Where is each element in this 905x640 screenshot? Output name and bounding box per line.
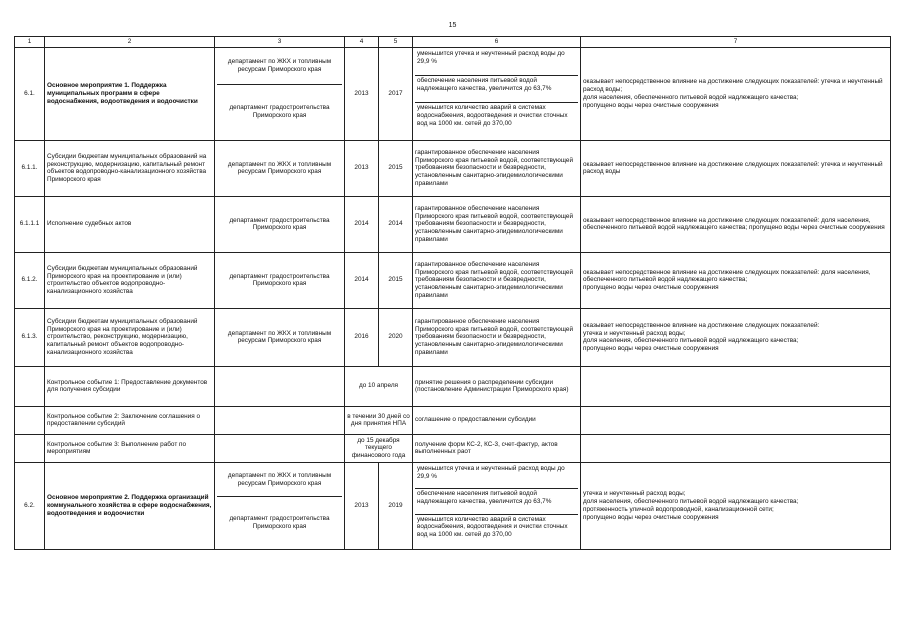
result-cell: [413, 47, 581, 140]
table-header-row: [15, 37, 891, 48]
expected-result: соглашение о предоставлении субсидии: [413, 406, 581, 434]
table-row: [15, 308, 891, 366]
column-header: 5: [379, 37, 413, 48]
end-year: 2017: [379, 47, 413, 140]
executor: департамент по ЖКХ и топливным ресурсам Приморского края: [215, 308, 345, 366]
end-year: 2014: [379, 196, 413, 252]
executor-cell: [215, 47, 345, 140]
table-row: [15, 140, 891, 196]
empty-cell: [215, 406, 345, 434]
row-number: 6.1.: [15, 47, 45, 140]
indicator-link: оказывает непосредственное влияние на достижение следующих показателей: доля населения, обеспеченного питьевой водой надлежащего качества; пропущено воды через очистные сооружения: [581, 252, 891, 308]
row-number: 6.1.2.: [15, 252, 45, 308]
table-row: [15, 252, 891, 308]
start-year: 2014: [345, 252, 379, 308]
column-header: 3: [215, 37, 345, 48]
expected-result: уменьшится количество аварий в системах водоснабжения, водоотведения и очистки сточных вод на 1000 км. сетей до 370,00: [415, 102, 578, 139]
empty-cell: [215, 366, 345, 406]
row-number: 6.2.: [15, 462, 45, 549]
expected-result: гарантированное обеспечение населения Приморского края питьевой водой, соответствующей требованиям безопасности и безвредности, установленным санитарно-эпидемиологическими правилами: [413, 140, 581, 196]
indicator-link: оказывает непосредственное влияние на достижение следующих показателей: утечка и неучтенный расход воды; доля населения, обеспеченного питьевой водой надлежащего качества; пропущено воды через очистные сооружения: [581, 47, 891, 140]
expected-result: уменьшится утечка и неучтенный расход воды до 29,9 %: [417, 464, 565, 480]
expected-result: получение форм КС-2, КС-3, счет-фактур, актов выполненных раот: [413, 434, 581, 462]
control-event: Контрольное событие 2: Заключение соглашения о предоставлении субсидий: [45, 406, 215, 434]
executor: департамент градостроительства Приморского края: [217, 496, 342, 548]
indicator-link: утечка и неучтенный расход воды; доля населения, обеспеченного питьевой водой надлежащего качества; протяженность уличной водопроводной, канализационной сети; пропущено воды через очистные сооружения: [581, 462, 891, 549]
deadline: до 10 апреля: [345, 366, 413, 406]
column-header: 4: [345, 37, 379, 48]
executor-cell: [215, 462, 345, 549]
table-row: [15, 366, 891, 406]
table-row: [15, 406, 891, 434]
start-year: 2013: [345, 462, 379, 549]
table-row: [15, 462, 891, 549]
row-number: 6.1.1.1: [15, 196, 45, 252]
end-year: 2020: [379, 308, 413, 366]
page-number: 15: [448, 22, 457, 29]
activity-name: Основное мероприятие 2. Поддержка организаций коммунального хозяйства в сфере водоснабжения, водоотведения и водоочистки: [45, 462, 215, 549]
executor: департамент градостроительства Приморского края: [217, 84, 342, 139]
deadline: в течении 30 дней со дня принятия НПА: [345, 406, 413, 434]
end-year: 2015: [379, 252, 413, 308]
table-row: [15, 434, 891, 462]
expected-result: уменьшится утечка и неучтенный расход воды до 29,9 %: [417, 49, 565, 65]
control-event: Контрольное событие 3: Выполнение работ по мероприятиям: [45, 434, 215, 462]
table-row: [15, 196, 891, 252]
executor: департамент градостроительства Приморского края: [215, 196, 345, 252]
end-year: 2019: [379, 462, 413, 549]
start-year: 2014: [345, 196, 379, 252]
control-event: Контрольное событие 1: Предоставление документов для получения субсидии: [45, 366, 215, 406]
result-cell: [413, 462, 581, 549]
expected-result: гарантированное обеспечение населения Приморского края питьевой водой, соответствующей требованиям безопасности и безвредности, установленным санитарно-эпидемиологическими правилами: [413, 308, 581, 366]
indicator-link: оказывает непосредственное влияние на достижение следующих показателей: утечка и неучтенный расход воды: [581, 140, 891, 196]
executor: департамент градостроительства Приморского края: [215, 252, 345, 308]
deadline: до 15 декабря текущего финансового года: [345, 434, 413, 462]
activity-name: Исполнение судебных актов: [45, 196, 215, 252]
column-header: 2: [45, 37, 215, 48]
indicator-link: оказывает непосредственное влияние на достижение следующих показателей: доля населения, обеспеченного питьевой водой надлежащего качества; пропущено воды через очистные сооружения: [581, 196, 891, 252]
column-header: 7: [581, 37, 891, 48]
activity-name: Субсидии бюджетам муниципальных образований Приморского края на проектирование и (или) строительство, реконструкцию, модернизацию, капитальный ремонт объектов водопроводно-канализационного хозяйства: [45, 308, 215, 366]
empty-cell: [215, 434, 345, 462]
column-header: 1: [15, 37, 45, 48]
column-header: 6: [413, 37, 581, 48]
empty-cell: [15, 366, 45, 406]
executor: департамент по ЖКХ и топливным ресурсам Приморского края: [215, 140, 345, 196]
table-row: [15, 47, 891, 140]
row-number: 6.1.1.: [15, 140, 45, 196]
expected-result: гарантированное обеспечение населения Приморского края питьевой водой, соответствующей требованиям безопасности и безвредности, установленным санитарно-эпидемиологическими правилами: [413, 196, 581, 252]
activity-name: Субсидии бюджетам муниципальных образований на реконструкцию, модернизацию, капитальный ремонт объектов водопроводно-канализационного хозяйства Приморского края: [45, 140, 215, 196]
empty-cell: [581, 406, 891, 434]
indicator-link: оказывает непосредственное влияние на достижение следующих показателей: утечка и неучтенный расход воды; доля населения, обеспеченного питьевой водой надлежащего качества; пропущено воды через очистные сооружения: [581, 308, 891, 366]
activity-name: Субсидии бюджетам муниципальных образований Приморского края на проектирование и (или) строительство объектов водопроводно-канализационного хозяйства: [45, 252, 215, 308]
expected-result: уменьшится количество аварий в системах водоснабжения, водоотведения и очистки сточных вод на 1000 км. сетей до 370,00: [415, 514, 578, 548]
executor: департамент по ЖКХ и топливным ресурсам Приморского края: [227, 58, 332, 74]
start-year: 2016: [345, 308, 379, 366]
empty-cell: [15, 434, 45, 462]
row-number: 6.1.3.: [15, 308, 45, 366]
start-year: 2013: [345, 47, 379, 140]
empty-cell: [581, 366, 891, 406]
empty-cell: [581, 434, 891, 462]
start-year: 2013: [345, 140, 379, 196]
expected-result: принятие решения о распределении субсидии (постановление Администрации Приморского края): [413, 366, 581, 406]
expected-result: обеспечение населения питьевой водой надлежащего качества, увеличится до 63,7%: [415, 75, 578, 102]
executor: департамент по ЖКХ и топливным ресурсам Приморского края: [227, 472, 332, 487]
end-year: 2015: [379, 140, 413, 196]
activity-name: Основное мероприятие 1. Поддержка муниципальных программ в сфере водоснабжения, водоотведения и водоочистки: [45, 47, 215, 140]
expected-result: гарантированное обеспечение населения Приморского края питьевой водой, соответствующей требованиям безопасности и безвредности, установленным санитарно-эпидемиологическими правилами: [413, 252, 581, 308]
program-activities-table: [14, 36, 891, 550]
expected-result: обеспечение населения питьевой водой надлежащего качества, увеличится до 63,7%: [415, 488, 578, 513]
empty-cell: [15, 406, 45, 434]
